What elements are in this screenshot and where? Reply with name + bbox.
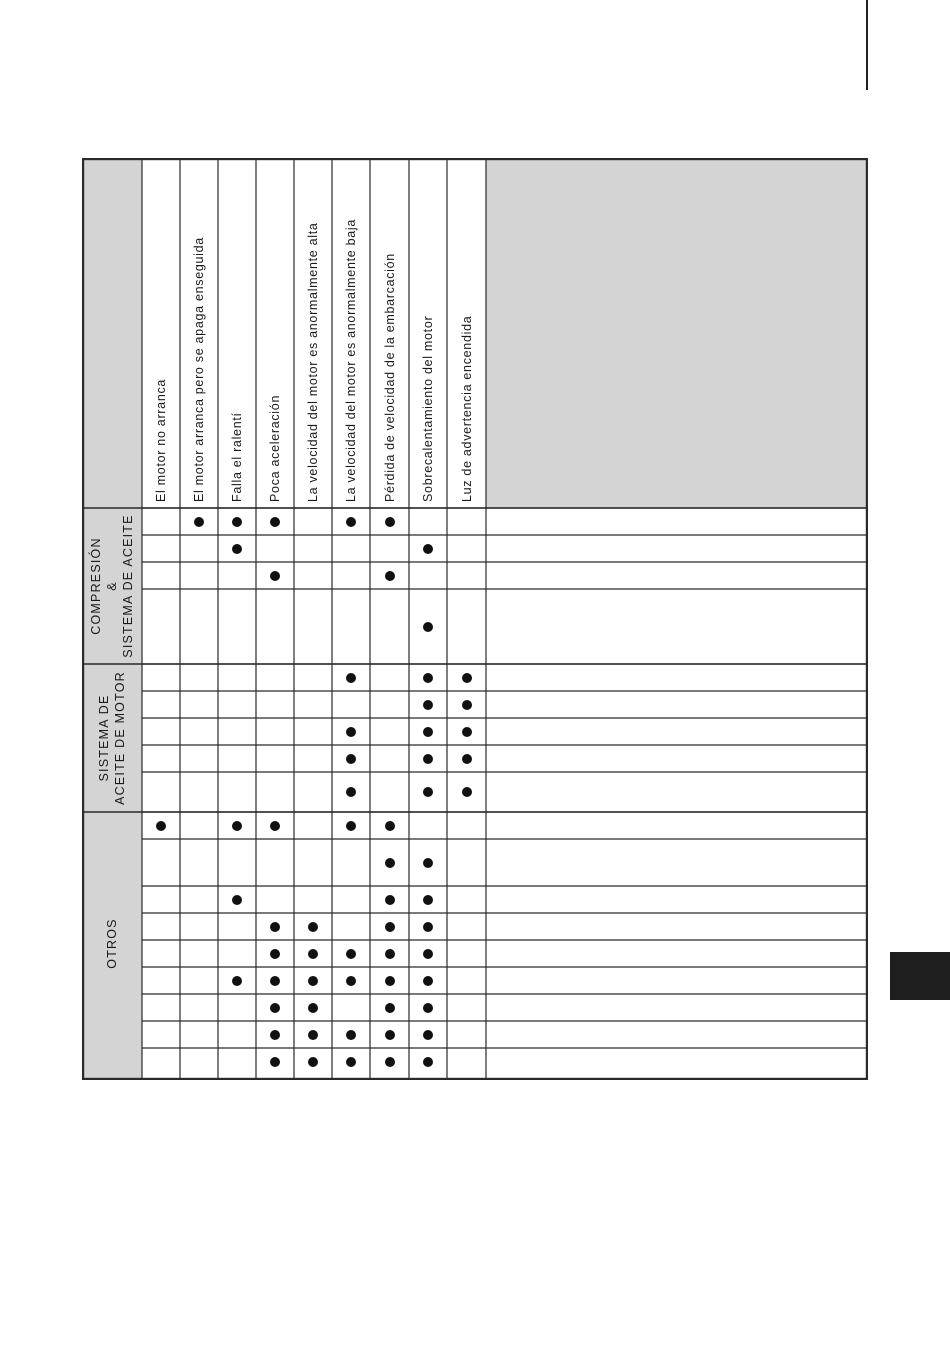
- symptom-mark: [462, 700, 472, 710]
- symptom-mark: [346, 1030, 356, 1040]
- group-label: [82, 664, 142, 812]
- symptom-header: El motor arranca pero se apaga enseguida: [192, 237, 206, 502]
- symptom-mark: [270, 1003, 280, 1013]
- symptom-mark: [385, 949, 395, 959]
- symptom-mark: [270, 922, 280, 932]
- symptom-mark: [423, 1057, 433, 1067]
- symptom-mark: [232, 544, 242, 554]
- group-label-line: OTROS: [105, 918, 119, 969]
- symptom-mark: [423, 949, 433, 959]
- symptom-mark: [232, 517, 242, 527]
- symptom-mark: [346, 754, 356, 764]
- symptom-mark: [423, 976, 433, 986]
- symptom-mark: [232, 976, 242, 986]
- symptom-mark: [423, 787, 433, 797]
- symptom-mark: [385, 1003, 395, 1013]
- symptom-mark: [462, 727, 472, 737]
- symptom-mark: [385, 571, 395, 581]
- symptom-mark: [423, 895, 433, 905]
- symptom-mark: [423, 1030, 433, 1040]
- group-label: [82, 508, 142, 664]
- symptom-header: La velocidad del motor es anormalmente baja: [344, 218, 358, 502]
- symptom-mark: [194, 517, 204, 527]
- symptom-mark: [423, 1003, 433, 1013]
- symptom-mark: [308, 1030, 318, 1040]
- page-margin-line: [866, 0, 868, 90]
- symptom-mark: [385, 976, 395, 986]
- symptom-mark: [346, 821, 356, 831]
- symptom-mark: [346, 517, 356, 527]
- symptom-mark: [346, 949, 356, 959]
- symptom-mark: [270, 1057, 280, 1067]
- symptom-mark: [423, 754, 433, 764]
- symptom-mark: [423, 700, 433, 710]
- section-tab-marker: [890, 952, 950, 1000]
- symptom-header: Luz de advertencia encendida: [459, 315, 474, 502]
- group-label-line: ACEITE DE MOTOR: [113, 671, 127, 805]
- symptom-mark: [270, 949, 280, 959]
- symptom-mark: [270, 517, 280, 527]
- symptom-mark: [462, 754, 472, 764]
- symptom-header: La velocidad del motor es anormalmente alta: [306, 222, 320, 502]
- symptom-mark: [346, 673, 356, 683]
- symptom-mark: [308, 922, 318, 932]
- troubleshooting-table: [82, 158, 868, 1080]
- symptom-header: Sobrecalentamiento del motor: [421, 315, 435, 502]
- symptom-mark: [385, 821, 395, 831]
- symptom-mark: [423, 544, 433, 554]
- symptom-header: Pérdida de velocidad de la embarcación: [382, 253, 397, 502]
- symptom-mark: [385, 858, 395, 868]
- symptom-mark: [346, 787, 356, 797]
- symptom-mark: [346, 727, 356, 737]
- symptom-mark: [156, 821, 166, 831]
- symptom-mark: [423, 922, 433, 932]
- symptom-mark: [270, 821, 280, 831]
- group-label: [82, 812, 142, 1075]
- symptom-mark: [385, 1030, 395, 1040]
- group-label-line: &: [105, 581, 119, 591]
- symptom-mark: [385, 517, 395, 527]
- symptom-mark: [270, 976, 280, 986]
- group-label-line: COMPRESIÓN: [89, 537, 103, 635]
- symptom-header: Poca aceleración: [268, 394, 282, 502]
- symptom-mark: [423, 727, 433, 737]
- symptom-mark: [385, 895, 395, 905]
- symptom-mark: [385, 1057, 395, 1067]
- symptom-mark: [462, 673, 472, 683]
- symptom-mark: [423, 622, 433, 632]
- symptom-mark: [346, 976, 356, 986]
- symptom-mark: [423, 673, 433, 683]
- symptom-mark: [308, 1003, 318, 1013]
- symptom-mark: [270, 1030, 280, 1040]
- symptom-mark: [270, 571, 280, 581]
- group-label-line: SISTEMA DE ACEITE: [121, 514, 135, 658]
- symptom-header: El motor no arranca: [154, 378, 168, 502]
- group-label-line: SISTEMA DE: [97, 694, 111, 782]
- symptom-mark: [308, 976, 318, 986]
- symptom-mark: [346, 1057, 356, 1067]
- symptom-mark: [308, 949, 318, 959]
- symptom-mark: [385, 922, 395, 932]
- symptom-mark: [462, 787, 472, 797]
- symptom-mark: [232, 895, 242, 905]
- symptom-mark: [308, 1057, 318, 1067]
- symptom-mark: [423, 858, 433, 868]
- symptom-header: Falla el ralentí: [230, 412, 244, 502]
- symptom-mark: [232, 821, 242, 831]
